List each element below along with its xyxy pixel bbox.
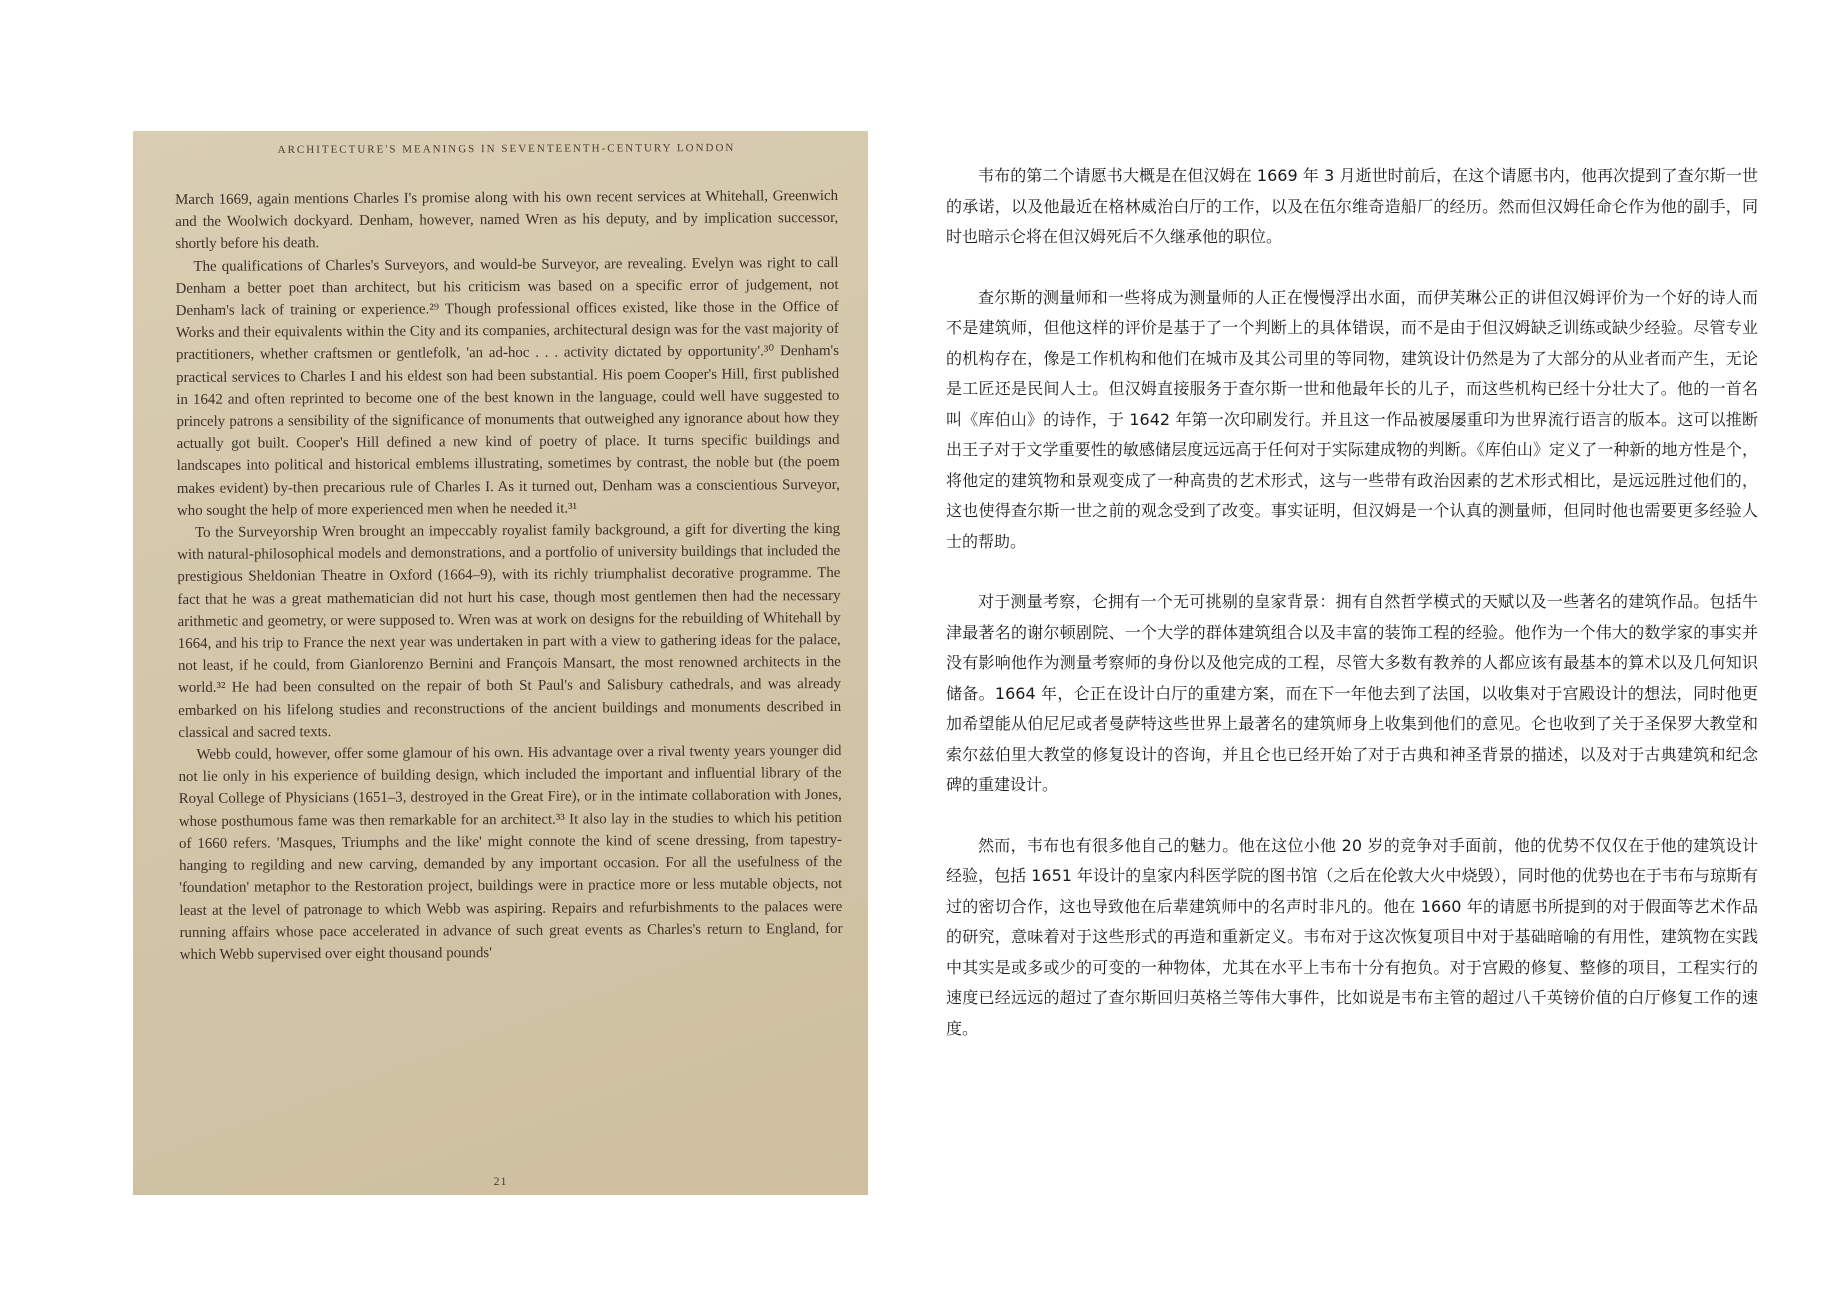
book-paragraph-1: March 1669, again mentions Charles I's promise along with his own recent services at Whitehall, Greenwich and the Woolwich dockyard. Denham, however, named Wren as his deputy, and by implication successor, shortly before his death. xyxy=(175,187,839,253)
book-paragraph-3: To the Surveyorship Wren brought an impeccably royalist family background, a gift for diverting the king with natural-philosophical models and demonstrations, and a portfolio of university buildings that included the prestigious Sheldonian Theatre in Oxford (1664–9), with its richly triumphalist decorative programme. The fact that he was a great mathematician did not hurt his case, though most gentlemen then had the necessary arithmetic and geometry, or were supposed to. Wren was at work on designs for the rebuilding of Whitehall by 1664, and his trip to France the next year was undertaken in part with a view to gathering ideas for the palace, not least, if he could, from Gianlorenzo Bernini and François Mansart, the most renowned architects in the world.³² He had been consulted on the repair of both St Paul's and Salisbury cathedrals, and was already embarked on his lifelong studies and reconstructions of the ancient buildings and monuments described in classical and sacred texts. xyxy=(177,520,842,741)
translation-paragraph-4: 然而，韦布也有很多他自己的魅力。他在这位小他 20 岁的竞争对手面前，他的优势不仅仅在于他的建筑设计经验，包括 1651 年设计的皇家内科医学院的图书馆（之后在伦敦大火中烧毁），同时他的优势也在于韦布与琼斯有过的密切合作，这也导致他在后辈建筑师中的名声时非凡的。他在 1660 年的请愿书所提到的对于假面等艺术作品的研究，意味着对于这些形式的再造和重新定义。韦布对于这次恢复项目中对于基础暗喻的有用性，建筑物在实践中其实是或多或少的可变的一种物体，尤其在水平上韦布十分有抱负。对于宫殿的修复、整修的项目，工程实行的速度已经远远的超过了查尔斯回归英格兰等伟大事件，比如说是韦布主管的超过八千英镑价值的白厅修复工作的速度。 xyxy=(946,835,1758,1038)
book-paragraph-4: Webb could, however, offer some glamour of his own. His advantage over a rival twenty years younger did not lie only in his experience of building design, which included the important and influential library of the Royal College of Physicians (1651–3, destroyed in the Great Fire), or in the intimate collaboration with Jones, whose posthumous fame was then remarkable for an architect.³³ It also lay in the studies to which his petition of 1660 refers. 'Masques, Triumphs and the like' might connote the kind of scene dressing, from tapestry-hanging to regilding and new carving, demanded by any important occasion. For all the usefulness of the 'foundation' metaphor to the Restoration project, buildings were in practice more or less mutable objects, not least at the level of patronage to which Webb was aspiring. Repairs and refurbishments to the palaces were running affairs whose pace accelerated in advance of such great events as Charles's return to England, for which Webb supervised over eight thousand pounds' xyxy=(178,743,843,963)
running-head: ARCHITECTURE'S MEANINGS IN SEVENTEENTH-CENTURY LONDON xyxy=(277,142,736,156)
book-page-photo xyxy=(133,131,868,1195)
translation-paragraph-1: 韦布的第二个请愿书大概是在但汉姆在 1669 年 3 月逝世时前后，在这个请愿书内，他再次提到了查尔斯一世的承诺，以及他最近在格林威治白厅的工作，以及在伍尔维奇造船厂的经历。然而但汉姆任命仑作为他的副手，同时也暗示仑将在但汉姆死后不久继承他的职位。 xyxy=(946,166,1758,246)
translation-paragraph-2: 查尔斯的测量师和一些将成为测量师的人正在慢慢浮出水面，而伊芙琳公正的讲但汉姆评价为一个好的诗人而不是建筑师，但他这样的评价是基于了一个判断上的具体错误，而不是由于但汉姆缺乏训练或缺少经验。尽管专业的机构存在，像是工作机构和他们在城市及其公司里的等同物，建筑设计仍然是为了大部分的从业者而产生，无论是工匠还是民间人士。但汉姆直接服务于查尔斯一世和他最年长的儿子，而这些机构已经十分壮大了。他的一首名叫《库伯山》的诗作，于 1642 年第一次印刷发行。并且这一作品被屡屡重印为世界流行语言的版本。这可以推断出王子对于文学重要性的敏感储层度远远高于任何对于实际建成物的判断。《库伯山》定义了一种新的地方性是个，将他定的建筑物和景观变成了一种高贵的艺术形式，这与一些带有政治因素的艺术形式相比，是远远胜过他们的，这也使得查尔斯一世之前的观念受到了改变。事实证明，但汉姆是一个认真的测量师，但同时他也需要更多经验人士的帮助。 xyxy=(946,287,1758,551)
page-number: 21 xyxy=(493,1174,508,1188)
chinese-translation xyxy=(946,161,1758,1074)
translation-paragraph-3: 对于测量考察，仑拥有一个无可挑剔的皇家背景：拥有自然哲学模式的天赋以及一些著名的建筑作品。包括牛津最著名的谢尔顿剧院、一个大学的群体建筑组合以及丰富的装饰工程的经验。他作为一个伟大的数学家的事实并没有影响他作为测量考察师的身份以及他完成的工程，尽管大多数有教养的人都应该有最基本的算术以及几何知识储备。1664 年，仑正在设计白厅的重建方案，而在下一年他去到了法国，以收集对于宫殿设计的想法，同时他更加希望能从伯尼尼或者曼萨特这些世界上最著名的建筑师身上收集到他们的意见。仑也收到了关于圣保罗大教堂和索尔兹伯里大教堂的修复设计的咨询，并且仑也已经开始了对于古典和神圣背景的描述，以及对于古典建筑和纪念碑的重建设计。 xyxy=(946,592,1758,794)
book-body-text xyxy=(175,185,843,966)
book-paragraph-2: The qualifications of Charles's Surveyors, and would-be Surveyor, are revealing. Evelyn was right to call Denham a better poet than architect, but his criticism was based on a specific error of judgement, not Denham's lack of training or experience.²⁹ Though professional offices existed, like those in the Office of Works and their equivalents within the City and its companies, architectural design was for the vast majority of practitioners, whether craftsmen or gentlefolk, 'an ad-hoc . . . activity dictated by opportunity'.³⁰ Denham's practical services to Charles I and his eldest son had been substantial. His poem Cooper's Hill, first published in 1642 and often reprinted to become one of the best known in the language, could well have suggested to princely patrons a sensibility of the significance of monuments that outweighed any ignorance about how they actually got built. Cooper's Hill defined a new kind of poetry of place. It turns specific buildings and landscapes into political and historical emblems illustrating, sometimes by contrast, the noble but (the poem makes evident) by-then precarious rule of Charles I. As it turned out, Denham was a conscientious Surveyor, who sought the help of more experienced men when he needed it.³¹ xyxy=(175,254,840,519)
